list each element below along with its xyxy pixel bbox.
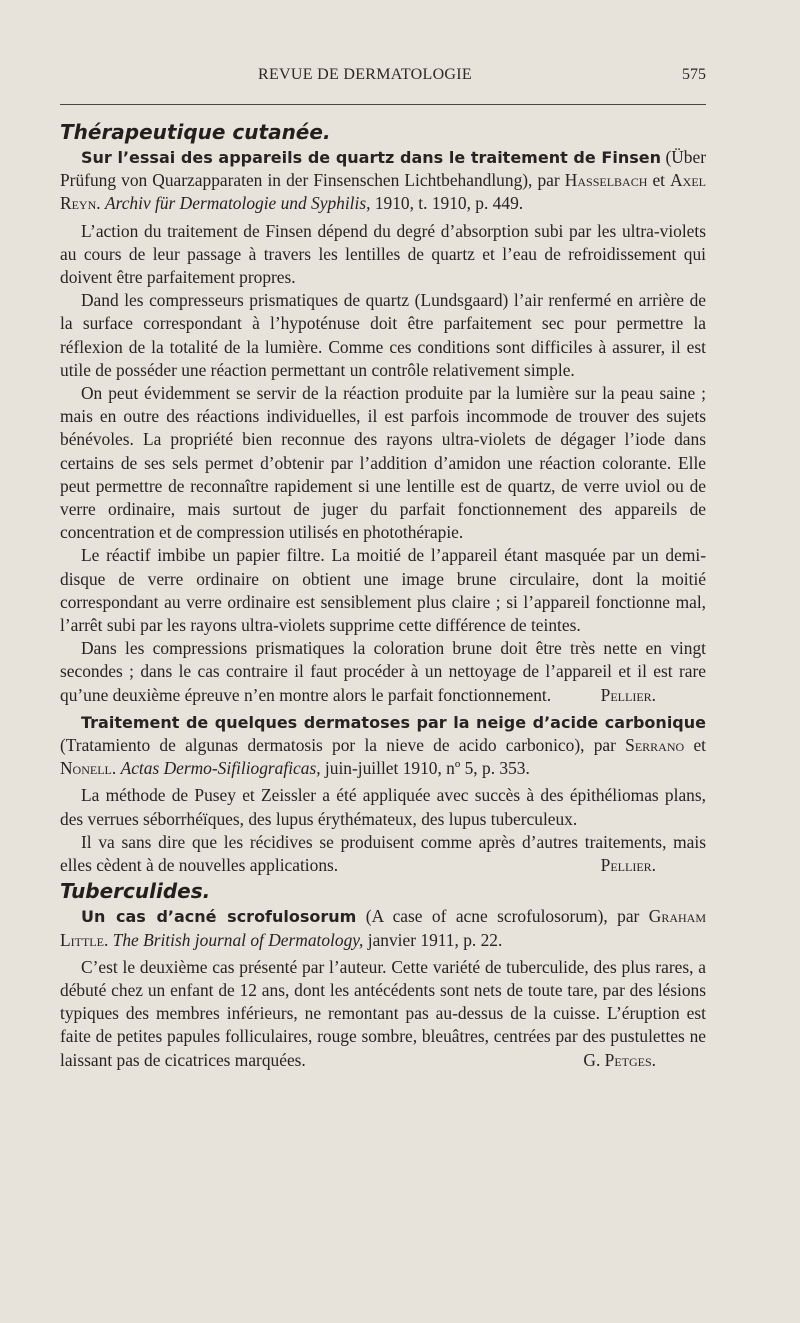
signature: Pellier.	[600, 855, 656, 876]
section-title-therapeutique: Thérapeutique cutanée.	[60, 120, 331, 144]
article-heading: Un cas d’acné scrofulosorum (A case of acne scrofulosorum), par Graham Little. The British journal of Dermatology, janvier 1911, p. 22.	[60, 906, 706, 950]
author: Hasselbach	[564, 170, 648, 191]
header-rule	[60, 104, 706, 105]
journal-citation: Archiv für Dermatologie und Syphilis,	[104, 193, 371, 214]
journal-citation: The British journal of Dermatology,	[112, 929, 364, 950]
journal-title: REVUE DE DERMATOLOGIE	[258, 66, 472, 83]
running-header	[60, 66, 706, 90]
page-body	[60, 118, 706, 1072]
author: Graham Little	[60, 906, 706, 950]
paragraph-with-signature: Dans les compressions prismatiques la coloration brune doit être très nette en vingt secondes ; dans le cas contraire il faut procéder à un nettoyage de l’appareil et il est rare qu’une deuxième épreuve n’en montre alors le parfait fonctionnement. Pellier.	[60, 637, 706, 707]
author: Axel Reyn	[60, 170, 706, 214]
page-number: 575	[682, 66, 706, 83]
article-title: Traitement de quelques dermatoses par la neige d’acide carbonique	[81, 712, 706, 732]
author: Nonell	[60, 758, 112, 779]
journal-citation: Actas Dermo-Sifiliograficas,	[120, 758, 321, 779]
paragraph: Le réactif imbibe un papier filtre. La moitié de l’appareil étant masquée par un demi-disque de verre ordinaire on obtient une image brune circulaire, dont la moitié correspondant au verre ordinaire est sensiblement plus claire ; si l’appareil fonctionne mal, l’arrêt subi par les rayons ultra-violets supprime cette différence de teintes.	[60, 545, 706, 636]
paragraph: Dand les compresseurs prismatiques de quartz (Lundsgaard) l’air renfermé en arrière de la surface correspondant à l’hypoténuse doit être parfaitement sec pour permettre la réflexion de la totalité de la lumière. Comme ces conditions sont difficiles à assurer, il est utile de posséder une réaction permettant un contrôle relativement simple.	[60, 290, 706, 380]
author: Serrano	[625, 735, 685, 756]
signature: Pellier.	[600, 684, 656, 705]
paragraph: La méthode de Pusey et Zeissler a été appliquée avec succès à des épithéliomas plans, des verrues séborrhéïques, des lupus érythémateux, des lupus tuberculeux.	[60, 785, 706, 829]
article-heading: Traitement de quelques dermatoses par la neige d’acide carbonique (Tratamiento de algunas dermatosis por la nieve de acido carbonico), par Serrano et Nonell. Actas Dermo-Sifiliograficas, juin-juillet 1910, nº 5, p. 353.	[60, 712, 706, 779]
article-heading: Sur l’essai des appareils de quartz dans le traitement de Finsen (Über Prüfung von Quarzapparaten in der Finsenschen Lichtbehandlung), par Hasselbach et Axel Reyn. Archiv für Dermatologie und Syphilis, 1910, t. 1910, p. 449.	[60, 147, 706, 214]
paragraph: L’action du traitement de Finsen dépend du degré d’absorption subi par les ultra-violets au cours de leur passage à travers les lentilles de quartz et l’eau de refroidissement qui doivent être parfaitement propres.	[60, 220, 706, 288]
paragraph: On peut évidemment se servir de la réaction produite par la lumière sur la peau saine ; mais en outre des réactions individuelles, il est parfois incommode de trouver des sujets bénévoles. La propriété bien reconnue des rayons ultra-violets de dégager l’iode dans certains de ses sels permet d’obtenir par l’addition d’amidon une réaction colorante. Elle peut permettre de reconnaître rapidement si une lentille est de quartz, de verre uviol ou de verre ordinaire, mais surtout de juger du parfait fonctionnement des appareils de concentration et de compression utilisés en photothérapie.	[60, 383, 706, 543]
paragraph-with-signature: Il va sans dire que les récidives se produisent comme après d’autres traitements, mais elles cèdent à de nouvelles applications. Pellier.	[60, 831, 706, 877]
paragraph-with-signature: C’est le deuxième cas présenté par l’auteur. Cette variété de tuberculide, des plus rares, a débuté chez un enfant de 12 ans, dont les antécédents sont nets de toute tare, par des lésions typiques des membres inférieurs, ne remontant pas au-dessus de la cuisse. L’éruption est faite de petites papules folliculaires, rouge sombre, bleuâtres, centrées par des pustulettes ne laissant pas de cicatrices marquées. G. Petges.	[60, 956, 706, 1072]
section-title-tuberculides: Tuberculides.	[60, 879, 211, 904]
article-title: Sur l’essai des appareils de quartz dans le traitement de Finsen	[81, 148, 661, 167]
article-title: Un cas d’acné scrofulosorum	[81, 907, 357, 927]
signature: G. Petges.	[583, 1049, 656, 1070]
